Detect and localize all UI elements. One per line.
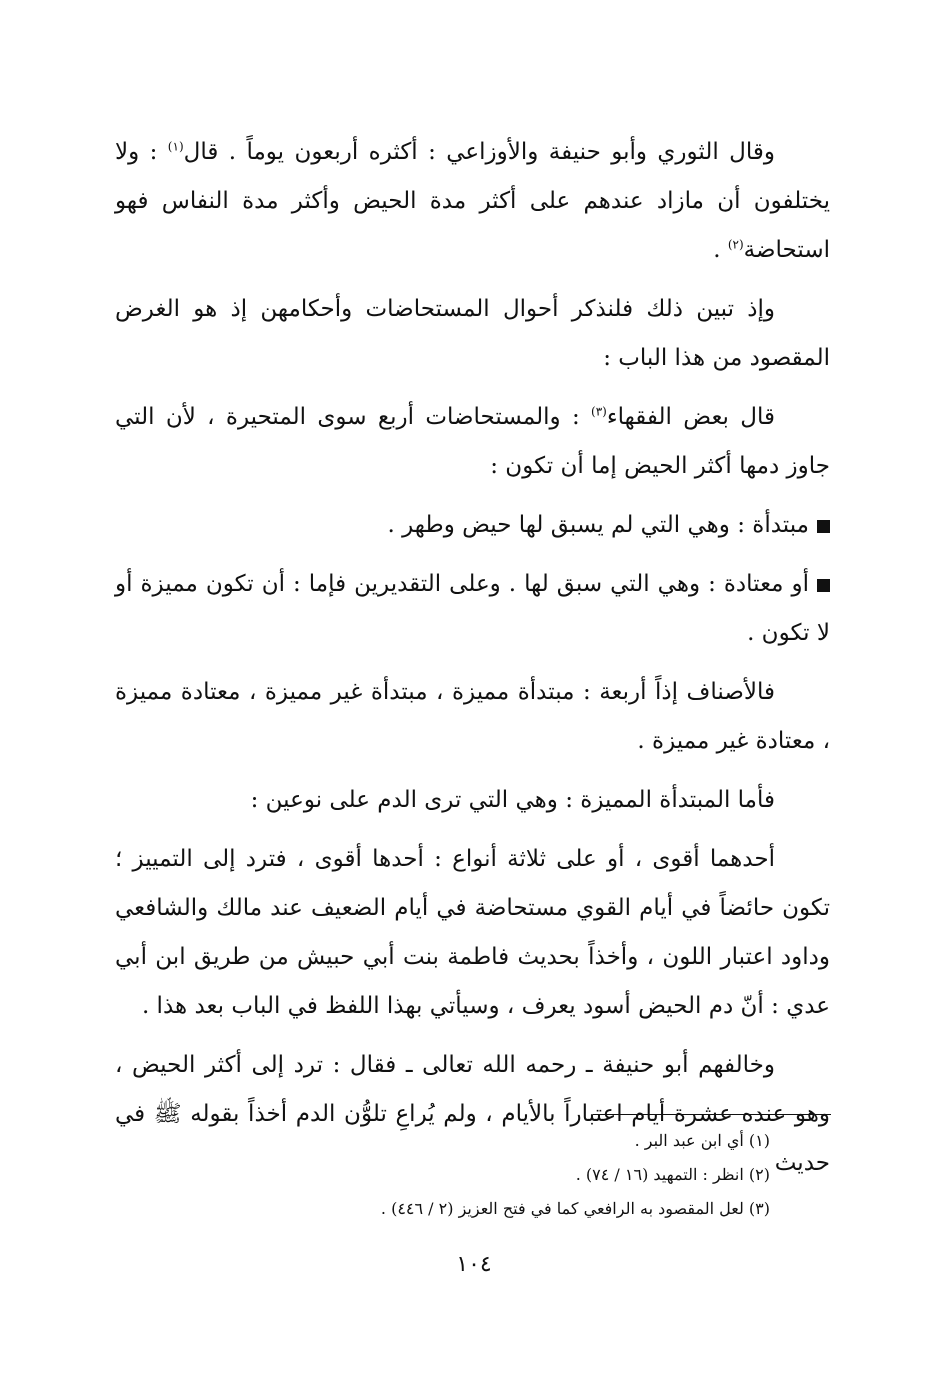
bullet-item-1	[115, 501, 830, 550]
paragraph-1	[115, 128, 830, 275]
footnote-separator	[593, 1114, 831, 1115]
square-bullet-icon	[817, 579, 830, 592]
footnote-1: (١) أي ابن عبد البر .	[634, 1131, 770, 1150]
paragraph-3-text-b: : والمستحاضات أربع سوى المتحيرة ، لأن التي جاوز دمها أكثر الحيض إما أن تكون :	[115, 404, 830, 479]
bullet-item-2-text: أو معتادة : وهي التي سبق لها . وعلى التقديرين فإما : أن تكون مميزة أو لا تكون .	[115, 571, 830, 646]
footnotes	[300, 1124, 770, 1226]
main-text	[115, 128, 830, 1198]
paragraph-7-text-a: وخالفهم أبو حنيفة ـ رحمه الله تعالى ـ فقال : ترد إلى أكثر الحيض ، وهو عنده عشرة أيام اعتباراً بالأيام ، ولم يُراعِ تلوُّن الدم أخذاً بقوله	[115, 1052, 830, 1127]
paragraph-4: فالأصناف إذاً أربعة : مبتدأة مميزة ، مبتدأة غير مميزة ، معتادة مميزة ، معتادة غير مميزة .	[115, 679, 830, 754]
paragraph-3-text-a: قال بعض الفقهاء	[606, 404, 775, 430]
paragraph-7-text-b: في حديث	[115, 1101, 830, 1176]
paragraph-1-text-c: .	[713, 237, 728, 263]
footnote-ref-1: (١)	[167, 139, 184, 154]
page-number: ١٠٤	[456, 1252, 492, 1277]
bullet-item-2	[115, 560, 830, 658]
paragraph-1-text-b: : ولا يختلفون أن مازاد عندهم على أكثر مدة الحيض وأكثر مدة النفاس فهو استحاضة	[115, 139, 830, 263]
paragraph-2: وإذ تبين ذلك فلنذكر أحوال المستحاضات وأحكامهن إذ هو الغرض المقصود من هذا الباب :	[115, 296, 830, 371]
square-bullet-icon	[817, 520, 830, 533]
footnote-ref-3: (٣)	[591, 404, 607, 419]
paragraph-1-text-a: وقال الثوري وأبو حنيفة والأوزاعي : أكثره أربعون يوماً . قال	[183, 139, 775, 165]
paragraph-6: أحدهما أقوى ، أو على ثلاثة أنواع : أحدها أقوى ، فترد إلى التمييز ؛ تكون حائضاً في أيام القوي مستحاضة في أيام الضعيف عند مالك والشافعي وداود اعتبار اللون ، وأخذاً بحديث فاطمة بنت أبي حبيش من طريق ابن أبي عدي : أنّ دم الحيض أسود يعرف ، وسيأتي بهذا اللفظ في الباب بعد هذا .	[115, 846, 830, 1019]
paragraph-5: فأما المبتدأة المميزة : وهي التي ترى الدم على نوعين :	[250, 787, 775, 813]
footnote-2: (٢) انظر : التمهيد (١٦ / ٧٤) .	[575, 1165, 770, 1184]
honorific-symbol: ﷺ	[153, 1101, 182, 1127]
bullet-item-1-text: مبتدأة : وهي التي لم يسبق لها حيض وطهر .	[387, 512, 809, 538]
footnote-ref-2: (٢)	[727, 237, 744, 252]
paragraph-3	[115, 393, 830, 491]
footnote-3: (٣) لعل المقصود به الرافعي كما في فتح العزيز (٢ / ٤٤٦) .	[380, 1199, 770, 1218]
